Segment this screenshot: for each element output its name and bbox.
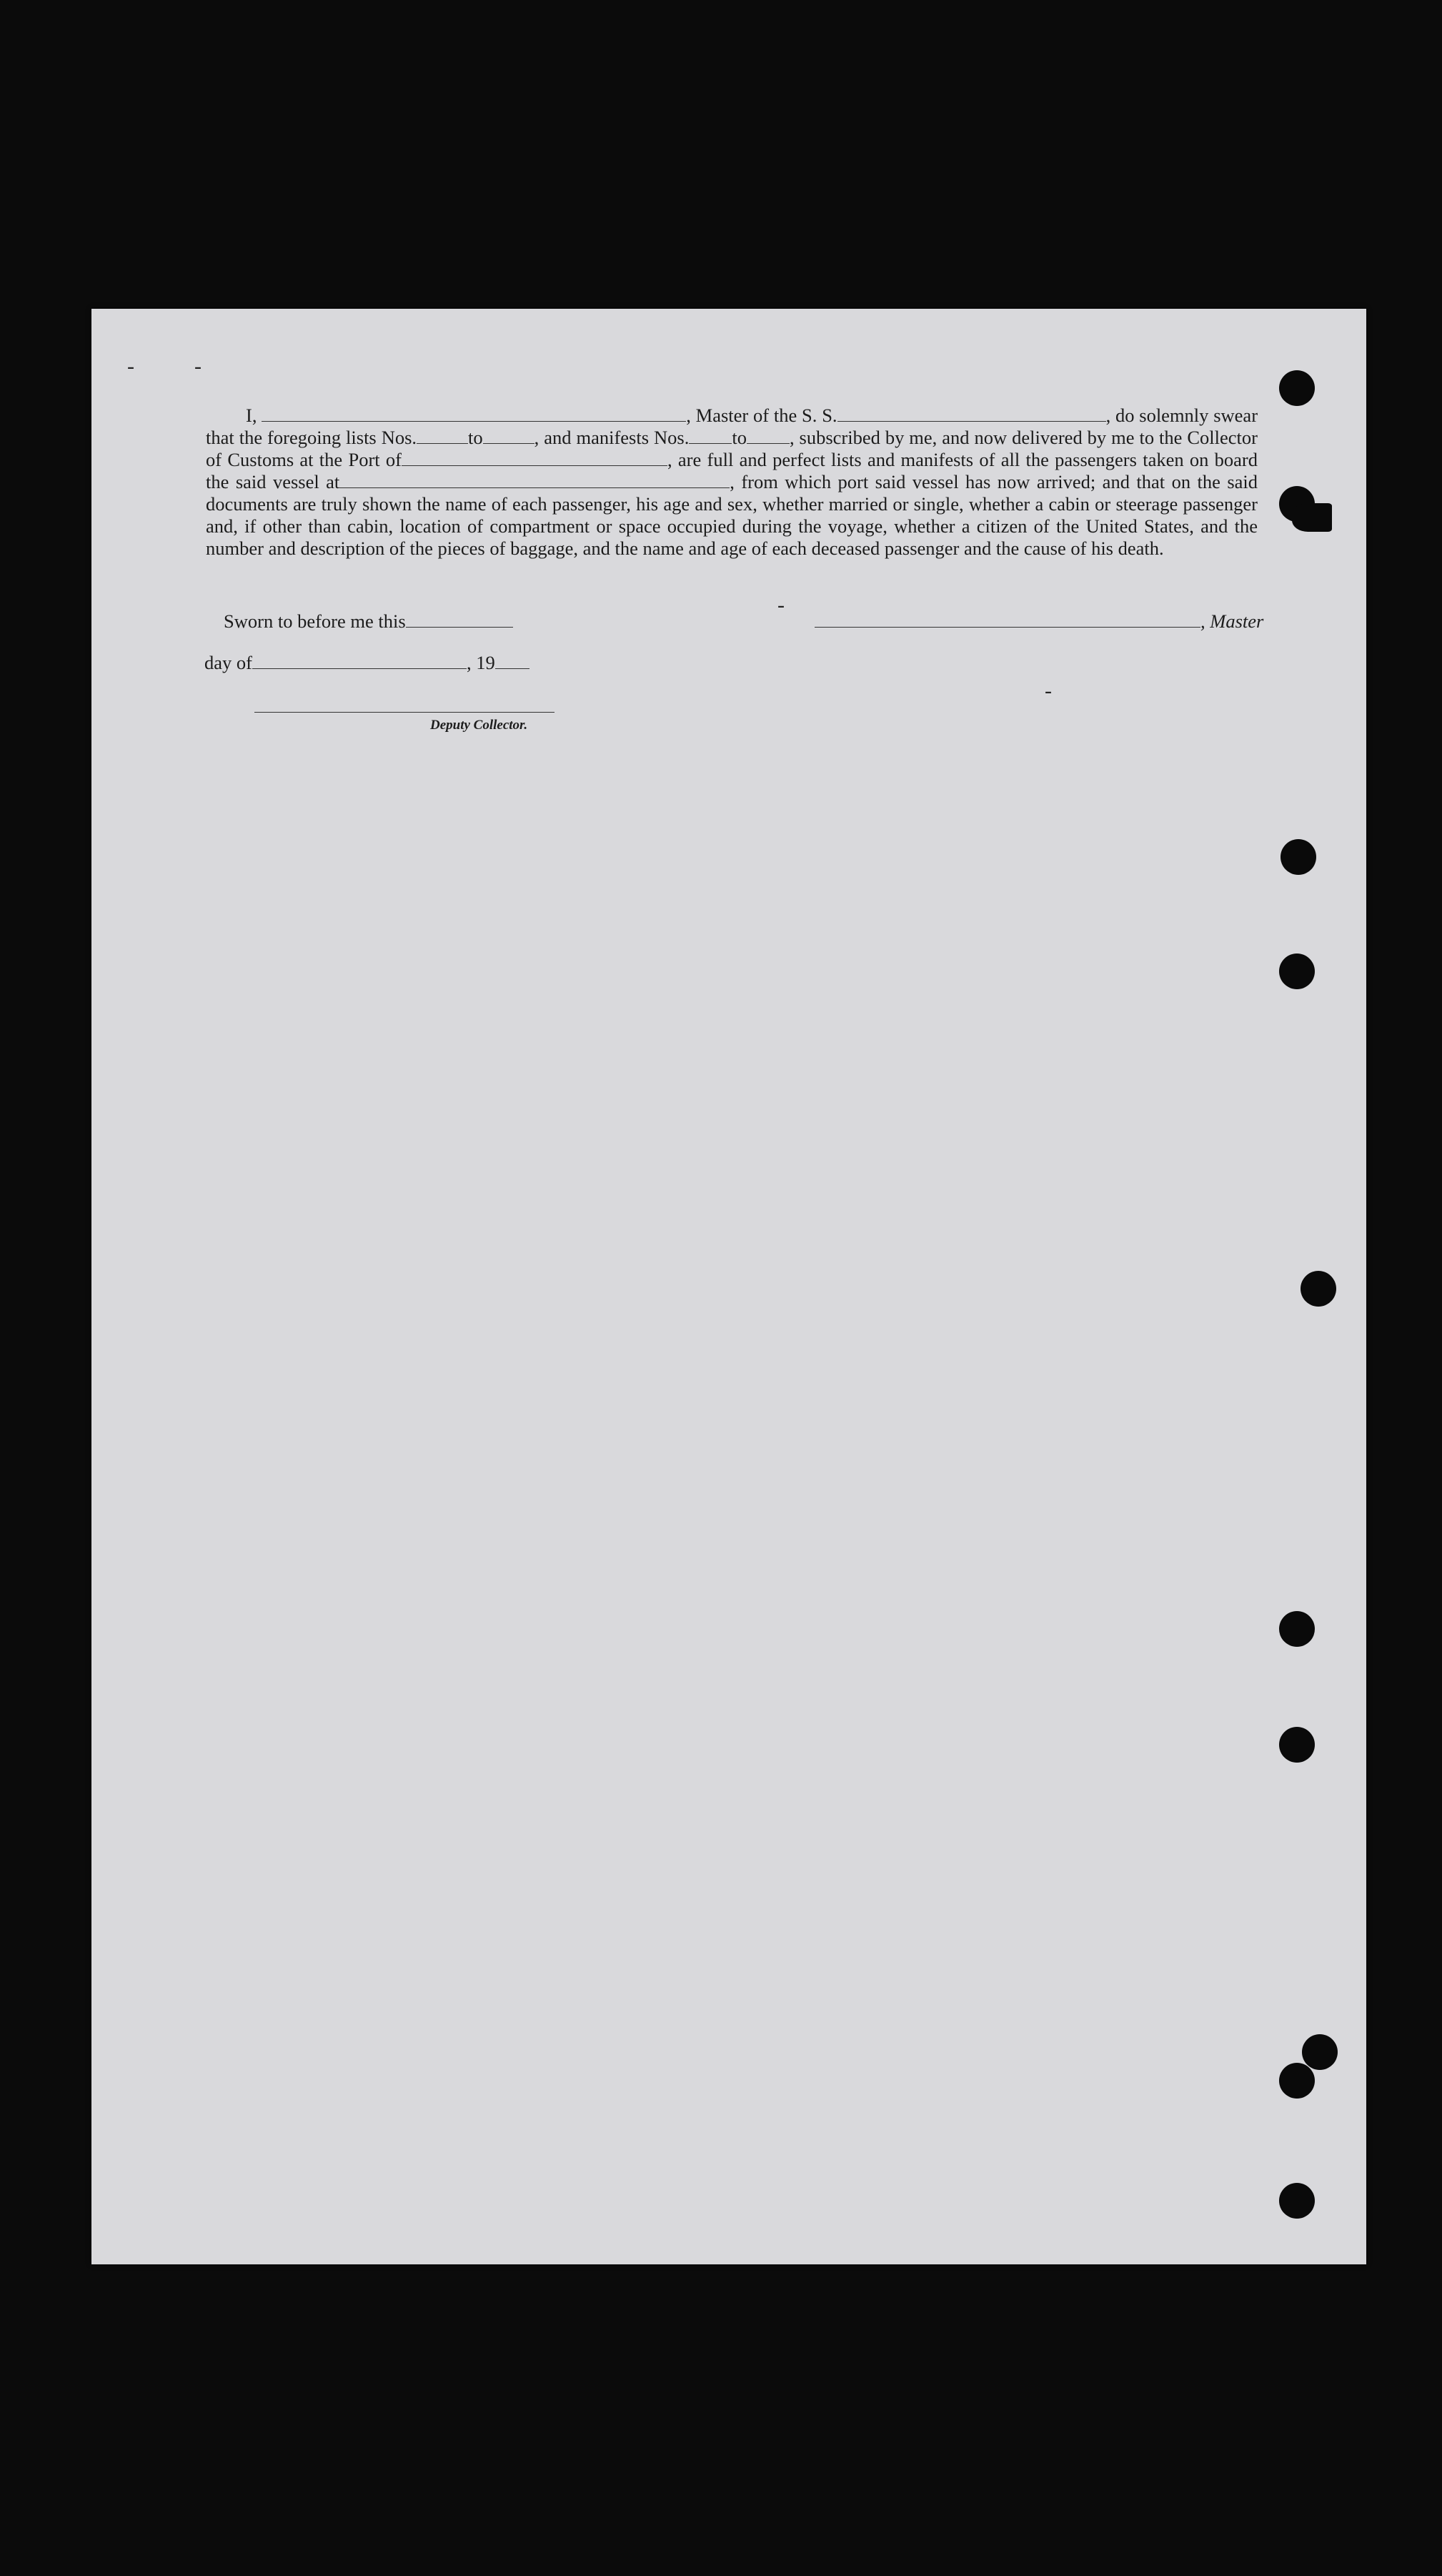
binder-hole — [1279, 2183, 1315, 2219]
year-prefix: , 19 — [466, 652, 495, 673]
master-name-blank — [262, 405, 686, 422]
manifest-to-blank — [747, 427, 790, 444]
binder-hole — [1281, 839, 1316, 875]
ship-name-blank — [837, 405, 1106, 422]
list-to-blank — [483, 427, 534, 444]
oath-master-of-ss: , Master of the S. S. — [686, 405, 837, 426]
margin-dash: - — [127, 355, 134, 378]
binder-hole — [1279, 370, 1315, 406]
binder-hole — [1279, 2063, 1315, 2099]
margin-dash: - — [194, 355, 202, 378]
manifest-from-blank — [689, 427, 732, 444]
oath-swear: swear that the foregoing lists Nos. — [206, 405, 1258, 448]
day-of-line — [204, 652, 529, 674]
oath-from-which: , from which — [730, 471, 832, 492]
oath-to-2: to — [732, 427, 747, 448]
oath-subscribed: , subscribed by me, and now — [789, 427, 1008, 448]
master-oath-paragraph — [206, 405, 1258, 560]
sworn-line — [224, 610, 513, 633]
port-of-embarkation-blank — [339, 472, 730, 488]
oath-do-solemnly: , do solemnly — [1105, 405, 1209, 426]
day-of-label: day of — [204, 652, 252, 673]
binder-hole — [1302, 2034, 1338, 2070]
year-blank — [495, 653, 529, 669]
deputy-collector-label: Deputy Collector. — [430, 718, 528, 733]
sworn-day-blank — [406, 611, 513, 628]
document-page — [91, 309, 1366, 2264]
stray-dash: - — [1045, 679, 1052, 703]
binder-hole — [1279, 953, 1315, 989]
sworn-label: Sworn to before me this — [224, 610, 406, 632]
oath-manifests-all: manifests of all the passengers taken on board the said vessel at — [206, 449, 1258, 492]
oath-to-1: to — [468, 427, 483, 448]
binder-hole — [1301, 1271, 1336, 1307]
master-signature-blank — [815, 611, 1200, 628]
oath-manifests: , and manifests Nos. — [534, 427, 690, 448]
binder-hole — [1279, 1727, 1315, 1763]
oath-full-perfect: , are full and perfect lists and — [667, 449, 895, 470]
list-from-blank — [417, 427, 468, 444]
deputy-collector-signature-line — [254, 712, 555, 713]
oath-delivered: delivered by me to the Collector of Customs at the Port of — [206, 427, 1258, 470]
oath-body: port said vessel has now arrived; and that on the said documents are truly shown the name of each passenger, his age and sex, whether married or single, whether a cabin or steerage passenger and, if other than cabin, location of compartment or space occupied during the voyage, whether a citizen of the United States, and the number and description of the pieces of baggage, and the name and age of each deceased passenger and the cause of his death. — [206, 471, 1258, 559]
month-blank — [252, 653, 467, 669]
stray-dash: - — [777, 593, 785, 617]
binder-hole — [1292, 503, 1332, 532]
binder-hole — [1279, 1611, 1315, 1647]
oath-intro: I, — [246, 405, 257, 426]
master-signature-line — [815, 610, 1263, 633]
master-label: , Master — [1200, 610, 1264, 632]
port-blank — [402, 450, 667, 466]
